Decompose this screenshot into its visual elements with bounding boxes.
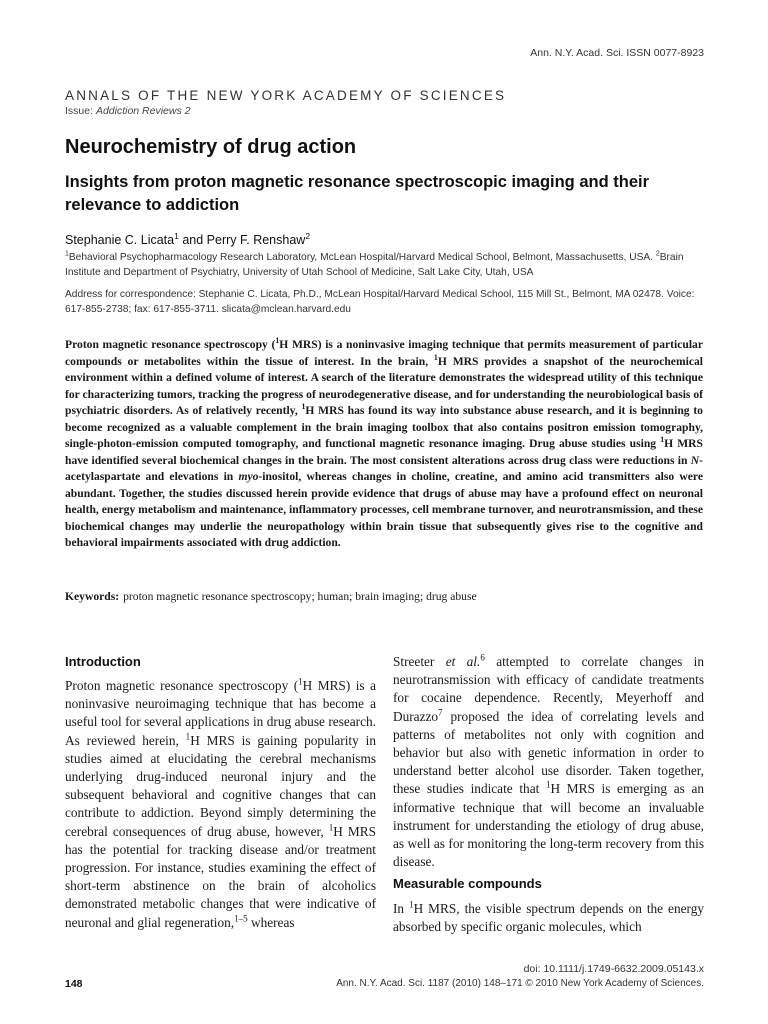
introduction-paragraph [65, 677, 376, 932]
body-text: H MRS is gaining popularity in studies aimed at elucidating the cerebral mechanisms underlying drug-induced neuronal injury and the subsequent behavioral and cognitive changes that can contribute to addiction. Beyond simply determining the cerebral consequences of drug abuse, however, [65, 732, 376, 839]
superscript: 1 [328, 822, 334, 833]
right-column-paragraph [393, 653, 704, 871]
author-list [65, 230, 311, 247]
citation-superscript: 7 [438, 707, 443, 718]
article-subtitle: Insights from proton magnetic resonance spectroscopic imaging and their relevance to addiction [65, 173, 650, 214]
body-text: H MRS, the visible spectrum depends on the energy absorbed by specific organic molecules, which [393, 901, 704, 935]
affiliation-marker: 1 [65, 250, 69, 258]
author-name: Stephanie C. Licata [65, 233, 175, 247]
author-name: Perry F. Renshaw [206, 233, 306, 247]
abstract-text: H MRS) is a noninvasive imaging technique that permits measurement of particular compounds or metabolites within the tissue of interest. In the brain, [65, 338, 703, 368]
superscript: 1 [660, 435, 665, 445]
journal-name: ANNALS OF THE NEW YORK ACADEMY OF SCIENCES [65, 88, 507, 103]
abstract-text: -inositol, whereas changes in choline, creatine, and amino acid transmitters also were abundant. Together, the studies discussed herein provide evidence that drugs of abuse may have a profound effect on neuronal health, energy metabolism and maintenance, inflammatory processes, cell membrane turnover, and neurotransmission, and these biochemical changes may underlie the neuropathology within brain tissue that subsequently gives rise to the cognitive and behavioral impairments associated with drug addiction. [65, 470, 703, 549]
body-text: whereas [247, 914, 295, 930]
section-heading-introduction: Introduction [65, 654, 141, 669]
abstract-text: H MRS have identified several biochemical changes in the brain. The most consistent alterations across drug class were reductions in [65, 437, 704, 467]
author-conjunction: and [178, 233, 207, 247]
superscript: 1 [275, 336, 280, 346]
citation-superscript: 6 [480, 652, 485, 663]
italic-term: myo [238, 470, 259, 483]
issue-label: Issue: [65, 105, 94, 117]
abstract-text: Proton magnetic resonance spectroscopy ( [65, 338, 276, 351]
doi: doi: 10.1111/j.1749-6632.2009.05143.x [523, 963, 704, 975]
italic-term: et al. [445, 654, 481, 669]
italic-term: N [690, 453, 700, 467]
journal-issn: Ann. N.Y. Acad. Sci. ISSN 0077-8923 [530, 47, 704, 59]
affiliation-marker: 2 [655, 250, 660, 258]
body-text: In [393, 901, 410, 916]
footer-citation: Ann. N.Y. Acad. Sci. 1187 (2010) 148–171 © 2010 New York Academy of Sciences. [336, 978, 704, 989]
keywords-label: Keywords: [65, 590, 120, 603]
abstract-text: H MRS provides a snapshot of the neurochemical environment within a defined volume of interest. A search of the literature demonstrates the widespread utility of this technique for characterizing tumors, tracking the progress of neurodegenerative disease, and for understanding the neurobiological basis of psychiatric disorders. As of relatively recently, [65, 354, 703, 417]
superscript: 1 [301, 402, 306, 412]
body-text: proposed the idea of correlating levels and patterns of metabolites not only with cognition and behavior but also with genetic information in order to understand better alcohol use disorder. Taken together, these studies indicate that [393, 708, 704, 797]
body-text: H MRS is emerging as an informative technique that will become an invaluable instrument for understanding the etiology of drug abuse, as well as for monitoring the long-term recovery from this disease. [393, 781, 704, 870]
abstract-text: H MRS has found its way into substance abuse research, and it is beginning to become recognized as a valuable complement in the brain imaging toolbox that also contains positron emission tomography, single-photon-emission computed tomography, and functional magnetic resonance imaging. Drug abuse studies using [65, 404, 703, 450]
abstract-text: -acetylaspartate and elevations in [65, 453, 703, 483]
issue-line [65, 105, 190, 117]
superscript: 1 [298, 676, 303, 687]
body-text: Proton magnetic resonance spectroscopy ( [65, 678, 299, 693]
abstract [65, 337, 703, 552]
affiliations [65, 251, 705, 280]
section-heading-measurable-compounds: Measurable compounds [393, 876, 542, 891]
page-number: 148 [65, 978, 83, 990]
keywords-text: proton magnetic resonance spectroscopy; human; brain imaging; drug abuse [123, 590, 477, 603]
article-title: Neurochemistry of drug action [65, 136, 357, 158]
superscript: 1 [409, 899, 414, 910]
keywords [65, 590, 477, 603]
superscript: 1 [545, 780, 551, 790]
issue-name: Addiction Reviews 2 [95, 105, 191, 117]
correspondence-address: Address for correspondence: Stephanie C. Licata, Ph.D., McLean Hospital/Harvard Medical School, 115 Mill St., Belmont, MA 02478. Voice: 617-855-2738; fax: 617-855-3711. slicata@mclean.harvard.edu [65, 289, 695, 315]
body-text: Streeter [393, 654, 446, 669]
measurable-compounds-paragraph [393, 900, 704, 936]
affiliation-text: Behavioral Psychopharmacology Research Laboratory, McLean Hospital/Harvard Medical School, Belmont, Massachusetts, USA. [68, 252, 654, 263]
affiliation-marker: 2 [305, 230, 311, 241]
body-text: H MRS has the potential for tracking disease and/or treatment progression. For instance, studies examining the effect of short-term abstinence on the brain of alcoholics demonstrated metabolic changes that were indicative of neuronal and glial regeneration, [65, 823, 376, 930]
affiliation-text: Brain Institute and Department of Psychiatry, University of Utah School of Medicine, Salt Lake City, Utah, USA [65, 252, 684, 278]
body-text: H MRS) is a noninvasive neuroimaging technique that has become a useful tool for several applications in drug abuse research. As reviewed herein, [65, 678, 376, 748]
superscript: 1 [433, 352, 438, 362]
body-text: attempted to correlate changes in neurotransmission with efficacy of candidate treatments for cocaine dependence. Recently, Meyerhoff and Durazzo [393, 654, 705, 724]
superscript: 1 [185, 731, 191, 742]
citation-superscript: 1–5 [234, 913, 248, 924]
affiliation-marker: 1 [174, 230, 179, 241]
